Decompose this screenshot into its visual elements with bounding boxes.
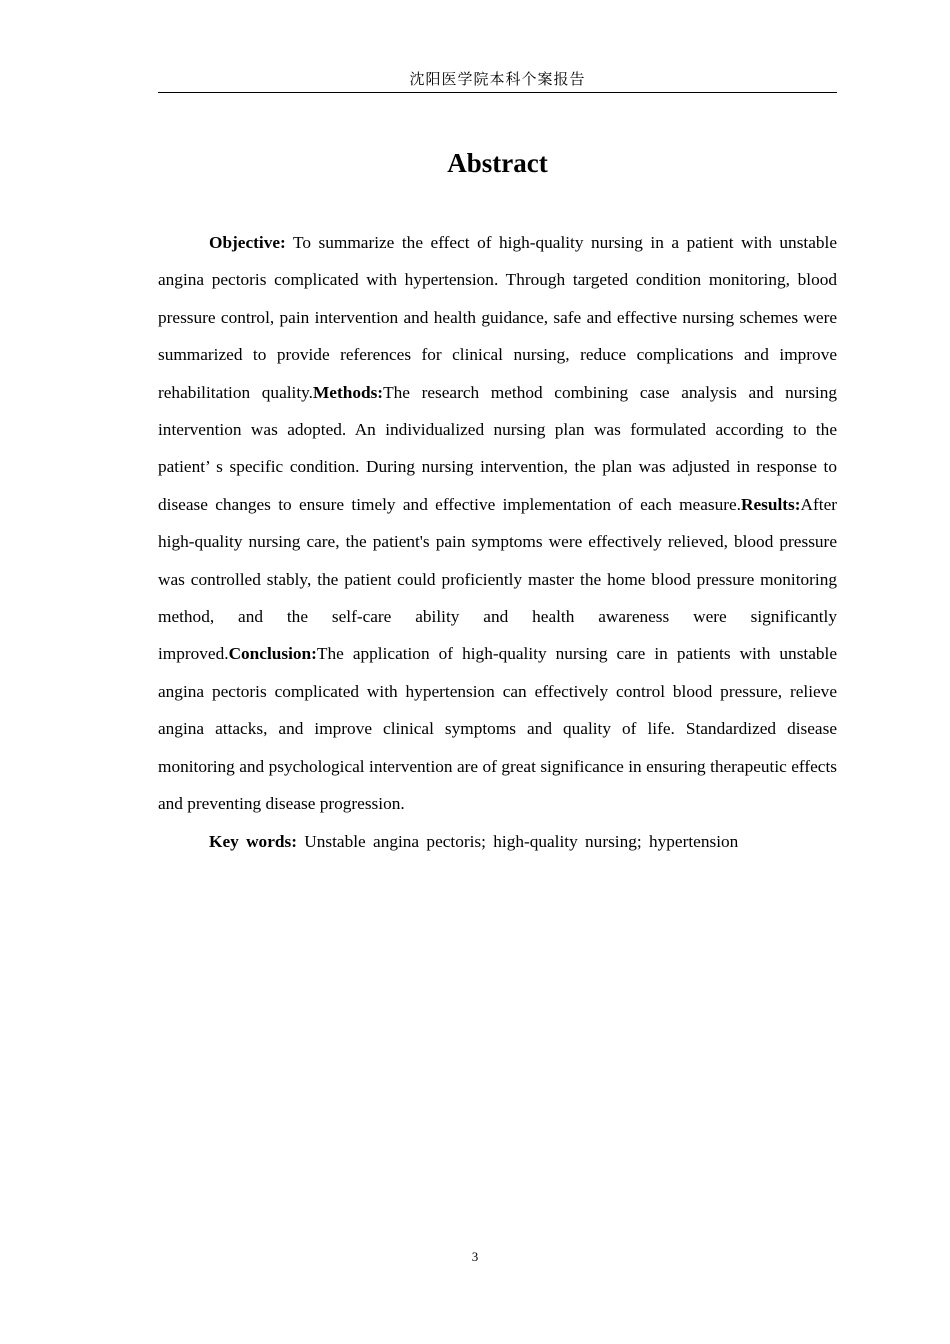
conclusion-text: The application of high-quality nursing care in patients with unstable angina pectoris complicated with hypertension can effectively control blood pressure, relieve angina attacks, and improve clinical symptoms and quality of life. Standardized disease monitoring and psychological intervention are of great significance in ensuring therapeutic effects and preventing disease progression. <box>158 644 837 814</box>
results-text: After high-quality nursing care, the patient's pain symptoms were effectively relieved, blood pressure was controlled stably, the patient could proficiently master the home blood pressure monitoring method, and the self-care ability and health awareness were significantly improved. <box>158 494 837 664</box>
objective-text: To summarize the effect of high-quality nursing in a patient with unstable angina pectoris complicated with hypertension. Through targeted condition monitoring, blood pressure control, pain intervention and health guidance, safe and effective nursing schemes were summarized to provide references for clinical nursing, reduce complications and improve rehabilitation quality. <box>158 233 837 402</box>
abstract-body <box>158 224 837 860</box>
results-label: Results: <box>741 494 801 514</box>
keywords-label: Key words: <box>209 831 297 851</box>
conclusion-label: Conclusion: <box>228 644 317 664</box>
page-header <box>158 70 837 93</box>
abstract-title: Abstract <box>447 148 548 178</box>
methods-text: The research method combining case analysis and nursing intervention was adopted. An individualized nursing plan was formulated according to the patient’ s specific condition. During nursing intervention, the plan was adjusted in response to disease changes to ensure timely and effective implementation of each measure. <box>158 382 837 514</box>
keywords-text: Unstable angina pectoris; high-quality nursing; hypertension <box>296 831 739 851</box>
abstract-paragraph <box>158 224 837 823</box>
keywords-paragraph <box>158 823 837 860</box>
page-number: 3 <box>471 1249 479 1264</box>
objective-label: Objective: <box>209 233 286 252</box>
header-text: 沈阳医学院本科个案报告 <box>409 70 586 88</box>
methods-label: Methods: <box>312 382 384 402</box>
